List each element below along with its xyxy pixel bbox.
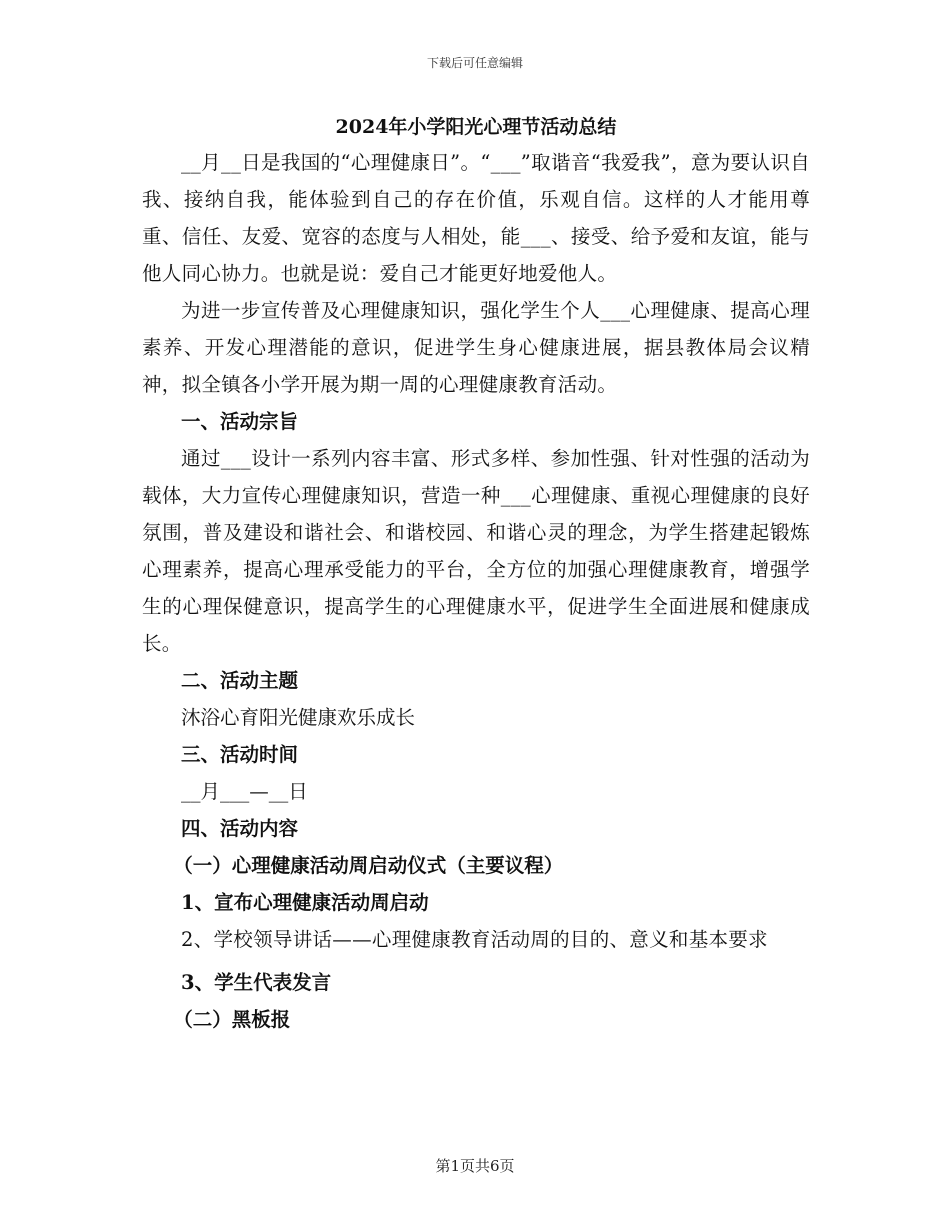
section-3-heading: 三、活动时间 <box>181 743 299 766</box>
section-2-heading: 二、活动主题 <box>181 669 299 692</box>
section-4-heading: 四、活动内容 <box>181 817 299 840</box>
list-item-3: 3、学生代表发言 <box>181 971 332 994</box>
page-footer: 第1页共6页 <box>435 1157 515 1175</box>
section-1-text: 通过___设计一系列内容丰富、形式多样、参加性强、针对性强的活动为载体，大力宣传心理健康知识，营造一种___心理健康、重视心理健康的良好氛围，普及建设和谐社会、和谐校园、和谐心灵的理念，为学生搭建起锻炼心理素养，提高心理承受能力的平台，全方位的加强心理健康教育，增强学生的心理保健意识，提高学生的心理健康水平，促进学生全面进展和健康成长。 <box>142 447 810 655</box>
list-item-2: 2、学校领导讲话——心理健康教育活动周的目的、意义和基本要求 <box>181 928 768 951</box>
document-title: 2024年小学阳光心理节活动总结 <box>335 116 617 138</box>
subsection-1-heading: （一）心理健康活动周启动仪式（主要议程） <box>173 854 564 877</box>
section-1-heading: 一、活动宗旨 <box>181 410 299 433</box>
intro-paragraph-2: 为进一步宣传普及心理健康知识，强化学生个人___心理健康、提高心理素养、开发心理潜能的意识，促进学生身心健康进展，据县教体局会议精神，拟全镇各小学开展为期一周的心理健康教育活动。 <box>142 299 810 396</box>
page-header: 下载后可任意编辑 <box>426 56 523 70</box>
section-2-text: 沐浴心育阳光健康欢乐成长 <box>181 706 416 729</box>
list-item-1: 1、宣布心理健康活动周启动 <box>181 891 429 914</box>
intro-paragraph-1: __月__日是我国的“心理健康日”。“___”取谐音“我爱我”，意为要认识自我、接纳自我，能体验到自己的存在价值，乐观自信。这样的人才能用尊重、信任、友爱、宽容的态度与人相处，能___、接受、给予爱和友谊，能与他人同心协力。也就是说：爱自己才能更好地爱他人。 <box>142 151 810 285</box>
document-body <box>142 112 810 1038</box>
subsection-2-heading: （二）黑板报 <box>173 1008 291 1031</box>
section-3-text: __月___—__日 <box>181 780 308 803</box>
